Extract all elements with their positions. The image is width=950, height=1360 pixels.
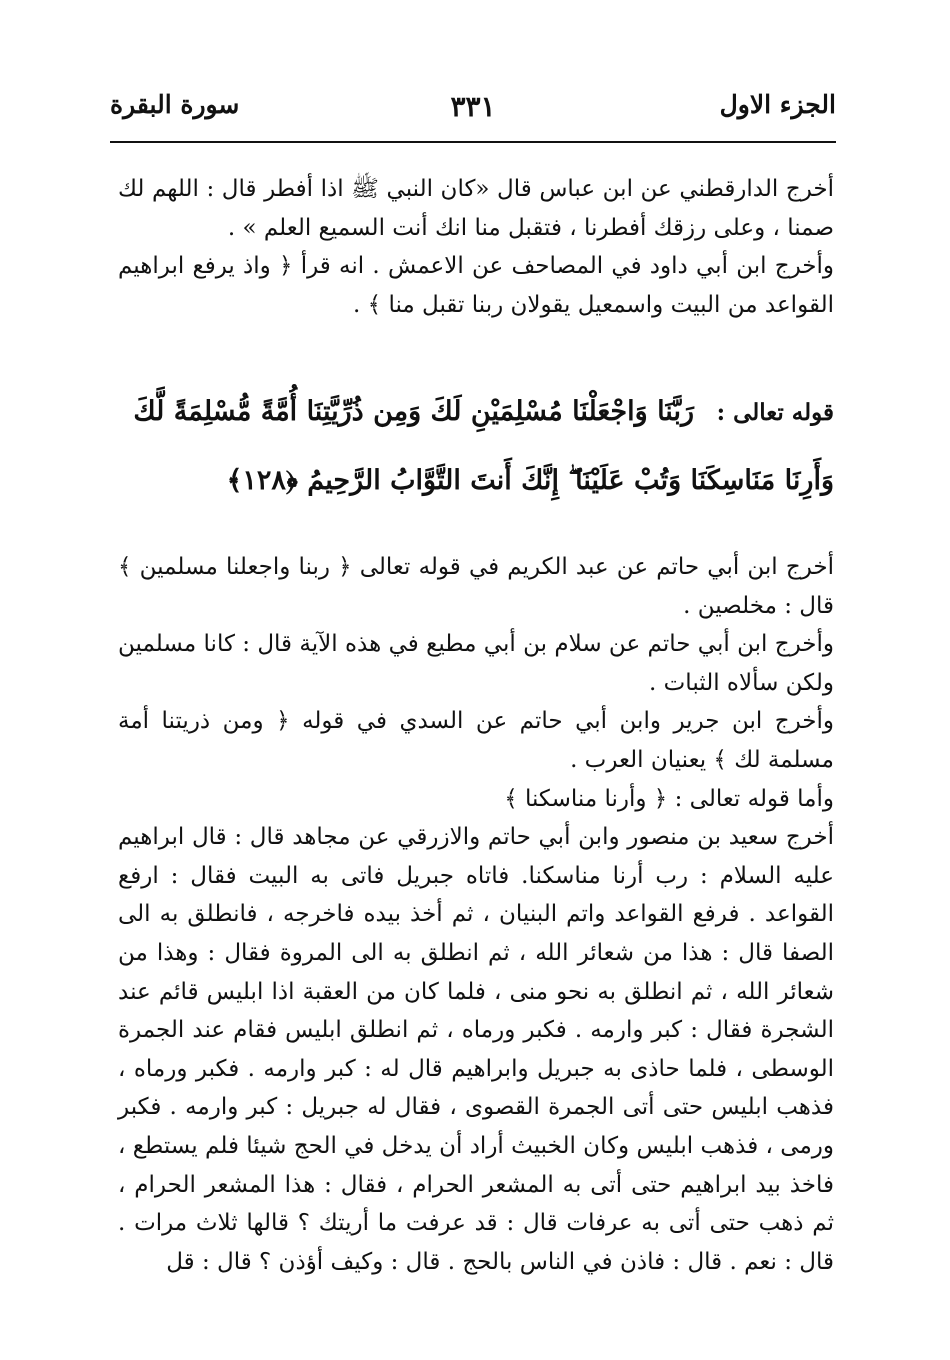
verse-intro: قوله تعالى : — [716, 399, 834, 426]
header-divider — [110, 141, 836, 143]
paragraph: وأخرج ابن أبي داود في المصاحف عن الاعمش . انه قرأ ﴿ واذ يرفع ابراهيم القواعد من البيت واسمعيل يقولان ربنا تقبل منا ﴾ . — [118, 253, 834, 318]
bottom-text-block — [118, 548, 834, 1281]
paragraph: وأخرج ابن جرير وابن أبي حاتم عن السدي في قوله ﴿ ومن ذريتنا أمة مسلمة لك ﴾ يعنيان العرب . — [118, 708, 834, 773]
part-title: الجزء الاول — [719, 90, 836, 119]
paragraph: أخرج الدارقطني عن ابن عباس قال «كان النبي ﷺ اذا أفطر قال : اللهم لك صمنا ، وعلى رزقك أفطرنا ، فتقبل منا انك أنت السميع العلم » . — [118, 176, 834, 241]
paragraph: أخرج سعيد بن منصور وابن أبي حاتم والازرقي عن مجاهد قال : قال ابراهيم عليه السلام : رب أرنا مناسكنا. فاتاه جبريل فاتى به البيت فقال : ارفع القواعد . فرفع القواعد واتم البنيان ، ثم أخذ بيده فاخرجه ، فانطلق به الى الصفا قال : هذا من شعائر الله ، ثم انطلق به الى المروة فقال : وهذا من شعائر الله ، ثم انطلق به نحو منى ، فلما كان من العقبة اذا ابليس قائم عند الشجرة فقال : كبر وارمه . فكبر ورماه ، ثم انطلق ابليس فقام عند الجمرة الوسطى ، فلما حاذى به جبريل وابراهيم قال له : كبر وارمه . فكبر ورماه ، فذهب ابليس حتى أتى الجمرة القصوى ، فقال له جبريل : كبر وارمه . فكبر ورمى ، فذهب ابليس وكان الخبيث أراد أن يدخل في الحج شيئا فلم يستطع ، فاخذ بيد ابراهيم حتى أتى به المشعر الحرام ، فقال : هذا المشعر الحرام ، ثم ذهب حتى أتى به عرفات قال : قد عرفت ما أريتك ؟ قالها ثلاث مرات . قال : نعم . قال : فاذن في الناس بالحج . قال : وكيف أؤذن ؟ قال : قل — [118, 824, 835, 1275]
verse-text: رَبَّنَا وَاجْعَلْنَا مُسْلِمَيْنِ لَكَ وَمِن ذُرِّيَّتِنَا أُمَّةً مُّسْلِمَةً لَّكَ وَأَرِنَا مَنَاسِكَنَا وَتُبْ عَلَيْنَا ۖ إِنَّكَ أَنتَ التَّوَّابُ الرَّحِيمُ ﴿١٢٨﴾ — [133, 396, 834, 496]
top-text-block — [118, 170, 834, 324]
page-header — [110, 88, 836, 138]
quran-verse — [118, 378, 834, 515]
surah-title: سورة البقرة — [110, 90, 240, 119]
paragraph: وأما قوله تعالى : ﴿ وأرنا مناسكنا ﴾ — [504, 785, 834, 812]
page-number: ٣٣١ — [450, 90, 496, 123]
paragraph: وأخرج ابن أبي حاتم عن سلام بن أبي مطيع في هذه الآية قال : كانا مسلمين ولكن سألاه الثبات . — [118, 631, 834, 696]
paragraph: أخرج ابن أبي حاتم عن عبد الكريم في قوله تعالى ﴿ ربنا واجعلنا مسلمين ﴾ قال : مخلصين . — [118, 554, 834, 619]
